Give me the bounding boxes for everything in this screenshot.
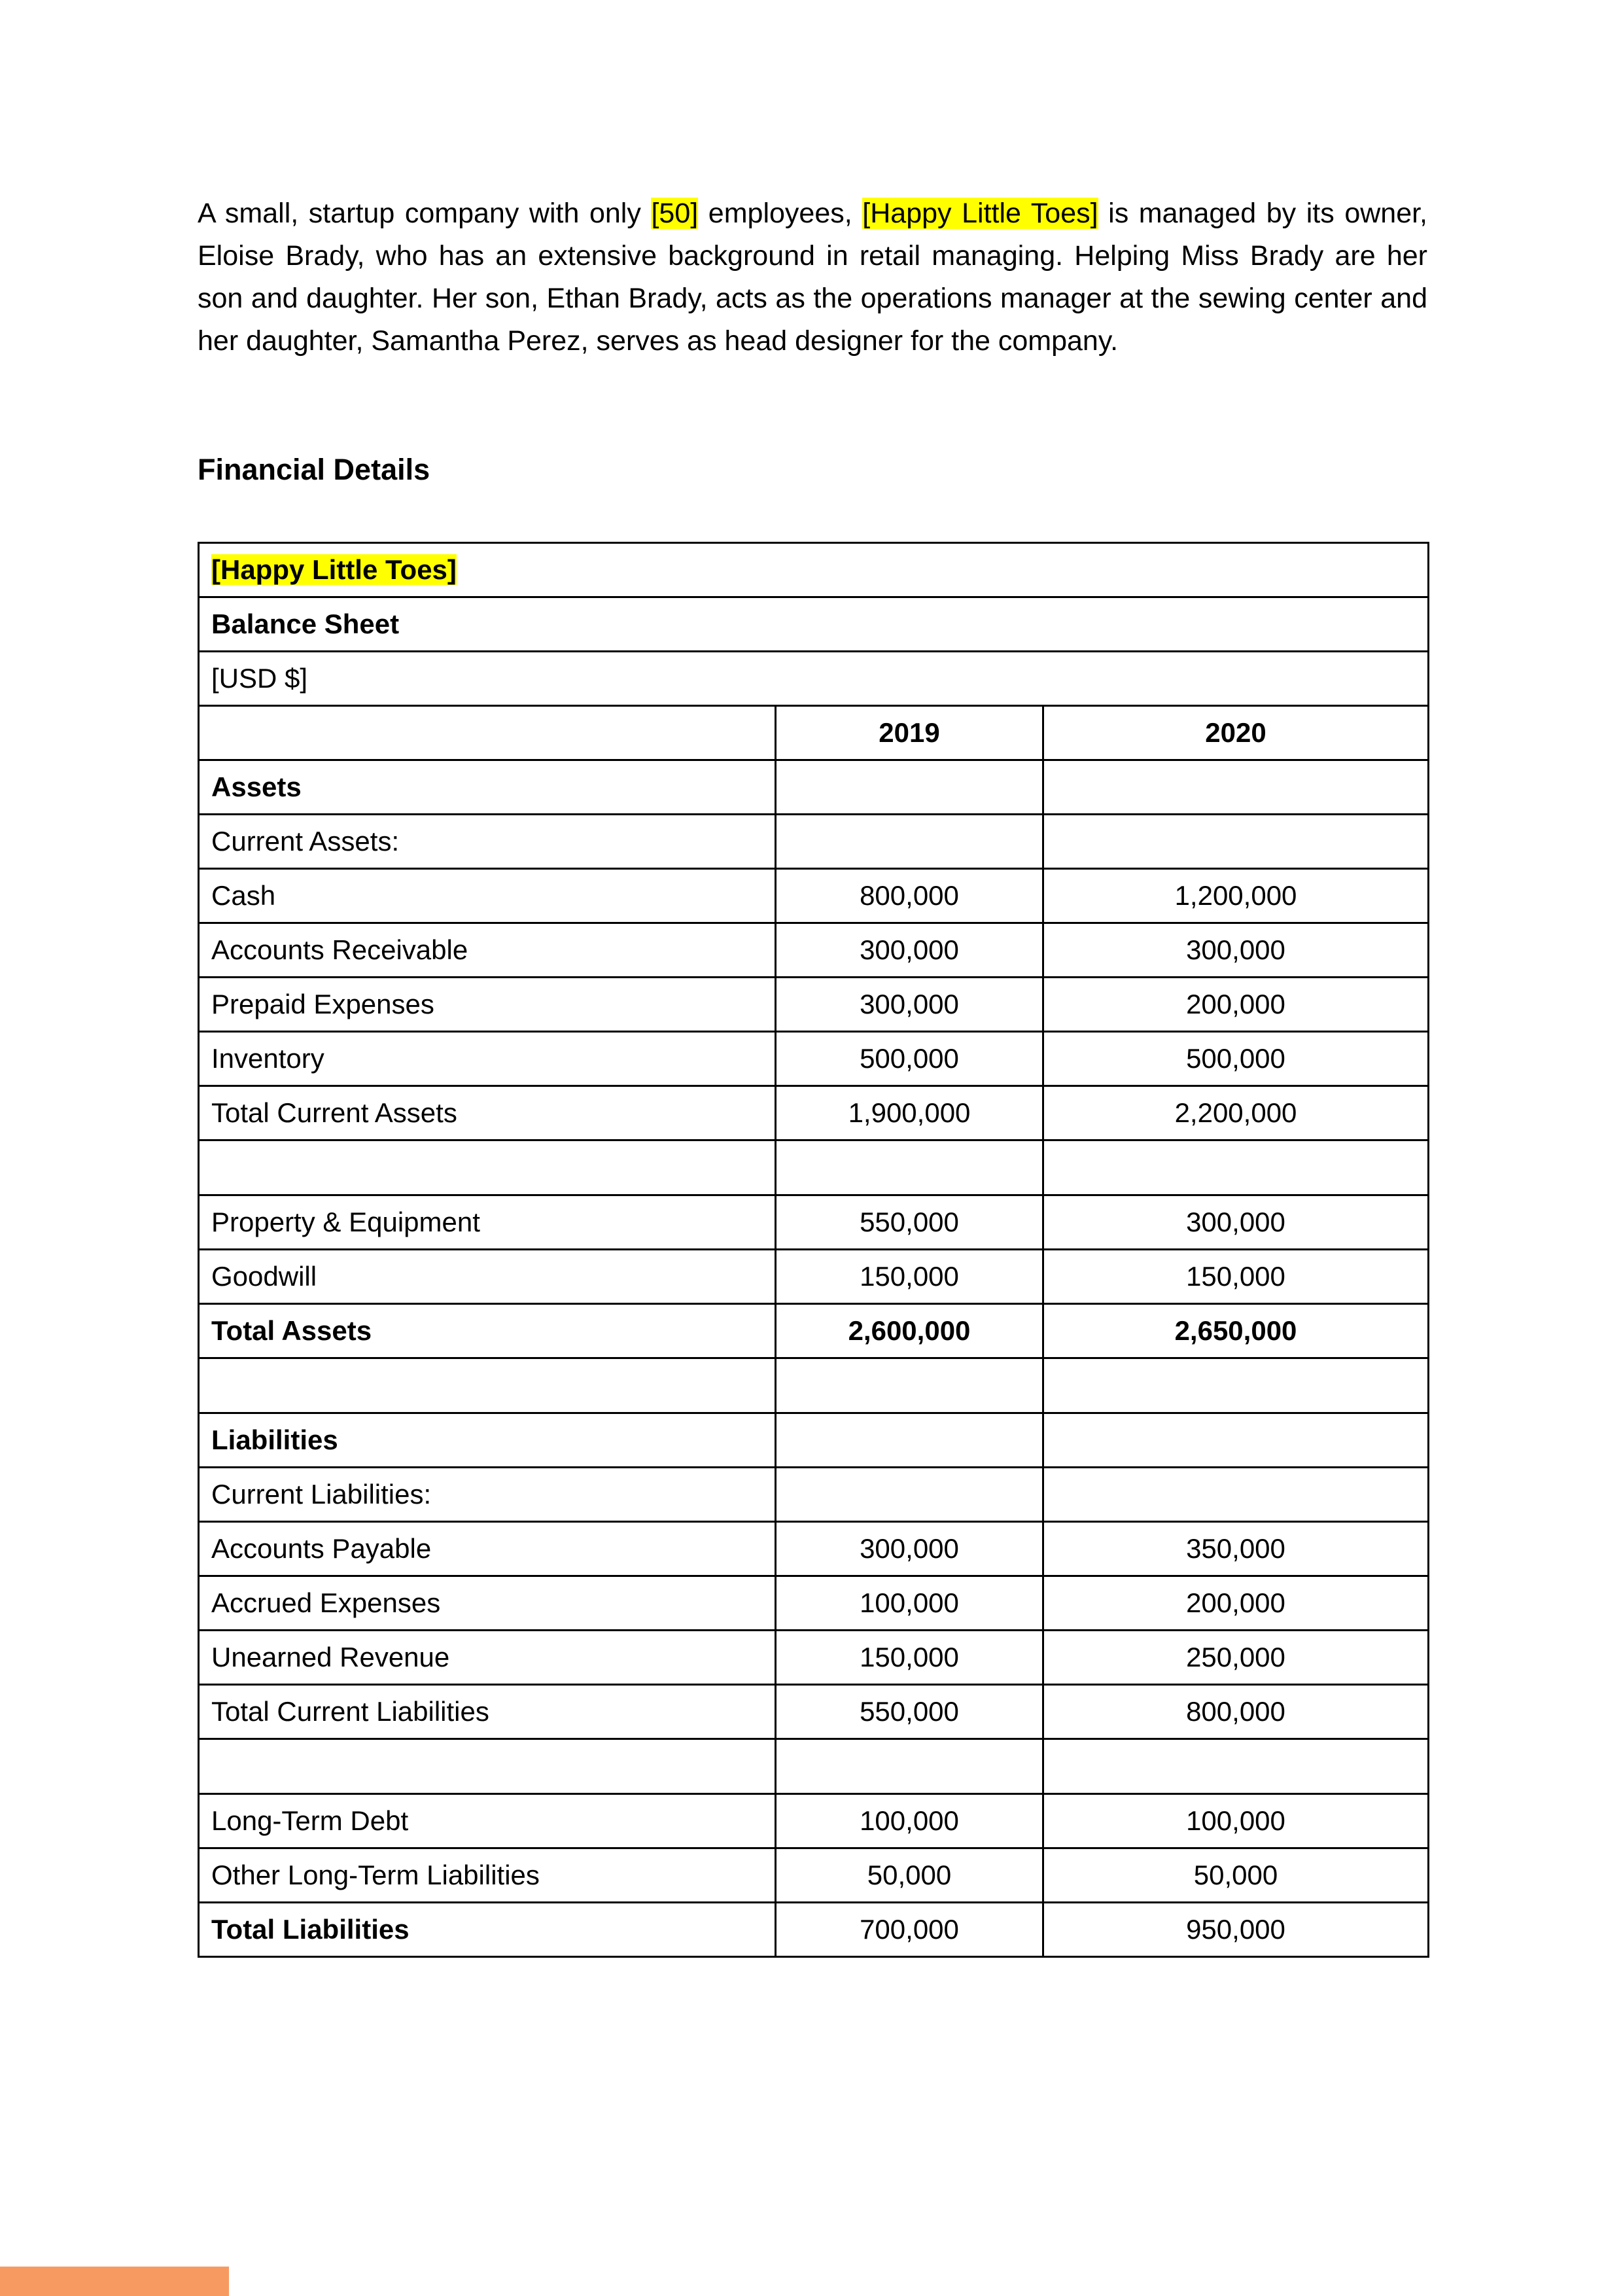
value-2019-cell [776, 1358, 1043, 1413]
year-2019-header: 2019 [776, 706, 1043, 760]
company-placeholder: [Happy Little Toes] [862, 198, 1098, 229]
row-label-cell: Accounts Receivable [199, 923, 776, 978]
value-2020-cell [1043, 1739, 1429, 1794]
row-label-cell: Liabilities [199, 1413, 776, 1468]
value-2020-cell: 200,000 [1043, 978, 1429, 1032]
table-row [199, 1304, 1429, 1358]
table-row [199, 1195, 1429, 1250]
row-label-cell: Property & Equipment [199, 1195, 776, 1250]
table-row [199, 869, 1429, 923]
row-label-cell: Other Long-Term Liabilities [199, 1848, 776, 1903]
value-2020-cell: 950,000 [1043, 1903, 1429, 1957]
value-2020-cell: 150,000 [1043, 1250, 1429, 1304]
year-2020-header: 2020 [1043, 706, 1429, 760]
value-2019-cell: 700,000 [776, 1903, 1043, 1957]
header-blank-cell [199, 706, 776, 760]
value-2020-cell: 350,000 [1043, 1522, 1429, 1576]
row-label-cell: Prepaid Expenses [199, 978, 776, 1032]
row-label-cell: Current Assets: [199, 815, 776, 869]
table-row [199, 1576, 1429, 1631]
table-row [199, 1903, 1429, 1957]
row-label-cell: Unearned Revenue [199, 1631, 776, 1685]
table-row [199, 1250, 1429, 1304]
value-2019-cell [776, 1413, 1043, 1468]
value-2019-cell: 550,000 [776, 1685, 1043, 1739]
value-2019-cell: 800,000 [776, 869, 1043, 923]
table-row [199, 815, 1429, 869]
value-2020-cell: 250,000 [1043, 1631, 1429, 1685]
value-2020-cell [1043, 1140, 1429, 1195]
table-row [199, 1794, 1429, 1848]
spacer-row [199, 1739, 1429, 1794]
table-row [199, 1631, 1429, 1685]
row-label-cell: Total Liabilities [199, 1903, 776, 1957]
value-2020-cell: 300,000 [1043, 923, 1429, 978]
row-label-cell: Goodwill [199, 1250, 776, 1304]
value-2019-cell [776, 1140, 1043, 1195]
spacer-row [199, 1140, 1429, 1195]
value-2019-cell [776, 1739, 1043, 1794]
footer-accent-bar [0, 2267, 229, 2296]
intro-text-3: is managed by its owner, Eloise Brady, who has an extensive background in retail managing. Helping Miss Brady are her son and daughter. Her son, Ethan Brady, acts as the operations manager at the sewing center and her daughter, Samantha Perez, serves as head designer for the company. [198, 198, 1428, 357]
value-2019-cell: 550,000 [776, 1195, 1043, 1250]
row-label-cell: Cash [199, 869, 776, 923]
value-2020-cell [1043, 1358, 1429, 1413]
row-label-cell [199, 1739, 776, 1794]
table-row [199, 760, 1429, 815]
table-row [199, 1522, 1429, 1576]
value-2020-cell: 500,000 [1043, 1032, 1429, 1086]
value-2019-cell: 500,000 [776, 1032, 1043, 1086]
table-row [199, 1032, 1429, 1086]
company-row [199, 543, 1429, 597]
value-2019-cell: 150,000 [776, 1250, 1043, 1304]
row-label-cell: Total Current Liabilities [199, 1685, 776, 1739]
row-label-cell: Inventory [199, 1032, 776, 1086]
value-2020-cell [1043, 760, 1429, 815]
year-header-row [199, 706, 1429, 760]
intro-text-2: employees, [698, 198, 863, 229]
table-row [199, 1413, 1429, 1468]
company-name-placeholder: [Happy Little Toes] [211, 554, 457, 585]
value-2019-cell: 150,000 [776, 1631, 1043, 1685]
currency-row [199, 652, 1429, 706]
table-row [199, 1848, 1429, 1903]
value-2020-cell: 800,000 [1043, 1685, 1429, 1739]
balance-sheet-table [198, 542, 1429, 1958]
value-2020-cell: 100,000 [1043, 1794, 1429, 1848]
table-row [199, 1086, 1429, 1140]
value-2019-cell: 300,000 [776, 923, 1043, 978]
row-label-cell: Accounts Payable [199, 1522, 776, 1576]
value-2019-cell [776, 760, 1043, 815]
value-2019-cell: 100,000 [776, 1576, 1043, 1631]
value-2020-cell [1043, 1413, 1429, 1468]
value-2019-cell: 100,000 [776, 1794, 1043, 1848]
value-2019-cell: 1,900,000 [776, 1086, 1043, 1140]
value-2019-cell: 2,600,000 [776, 1304, 1043, 1358]
value-2020-cell [1043, 815, 1429, 869]
table-row [199, 1468, 1429, 1522]
value-2020-cell: 2,200,000 [1043, 1086, 1429, 1140]
row-label-cell [199, 1140, 776, 1195]
section-heading: Financial Details [198, 453, 430, 486]
value-2020-cell: 200,000 [1043, 1576, 1429, 1631]
row-label-cell: Total Current Assets [199, 1086, 776, 1140]
row-label-cell: Long-Term Debt [199, 1794, 776, 1848]
table-row [199, 978, 1429, 1032]
value-2020-cell [1043, 1468, 1429, 1522]
intro-text-1: A small, startup company with only [198, 198, 652, 229]
table-row [199, 1685, 1429, 1739]
value-2020-cell: 2,650,000 [1043, 1304, 1429, 1358]
row-label-cell [199, 1358, 776, 1413]
employees-placeholder: [50] [651, 198, 699, 229]
sheet-title: Balance Sheet [199, 597, 1429, 652]
value-2019-cell [776, 815, 1043, 869]
value-2020-cell: 50,000 [1043, 1848, 1429, 1903]
row-label-cell: Total Assets [199, 1304, 776, 1358]
value-2019-cell [776, 1468, 1043, 1522]
value-2019-cell: 300,000 [776, 1522, 1043, 1576]
value-2020-cell: 300,000 [1043, 1195, 1429, 1250]
row-label-cell: Accrued Expenses [199, 1576, 776, 1631]
table-row [199, 923, 1429, 978]
row-label-cell: Assets [199, 760, 776, 815]
currency-label: [USD $] [199, 652, 1429, 706]
value-2019-cell: 50,000 [776, 1848, 1043, 1903]
intro-paragraph [198, 192, 1427, 362]
value-2019-cell: 300,000 [776, 978, 1043, 1032]
row-label-cell: Current Liabilities: [199, 1468, 776, 1522]
spacer-row [199, 1358, 1429, 1413]
title-row [199, 597, 1429, 652]
value-2020-cell: 1,200,000 [1043, 869, 1429, 923]
